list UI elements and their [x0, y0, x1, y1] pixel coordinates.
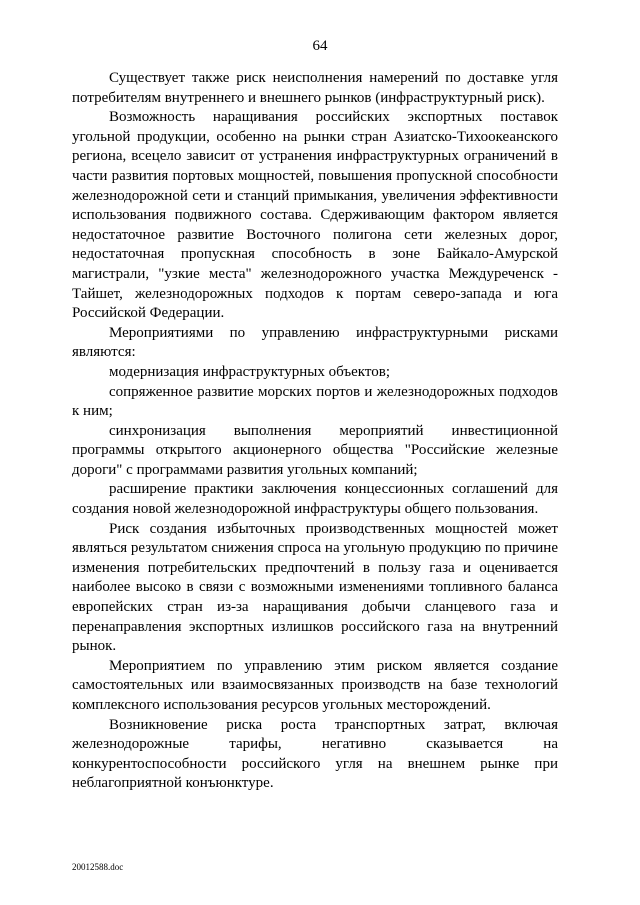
paragraph: Мероприятием по управлению этим риском является создание самостоятельных или взаимосвязанных производств на базе технологий комплексного использования ресурсов угольных месторождений. — [72, 657, 558, 713]
list-item: расширение практики заключения концессионных соглашений для создания новой железнодорожной инфраструктуры общего пользования. — [72, 481, 558, 518]
paragraph: Возможность наращивания российских экспортных поставок угольной продукции, особенно на рынки стран Азиатско-Тихоокеанского региона, всецело зависит от устранения инфраструктурных ограничений в части развития портовых мощностей, повышения пропускной способности железнодорожной сети и станций примыкания, увеличения эффективности использования подвижного состава. Сдерживающим фактором является недостаточное развитие Восточного полигона сети железных дорог, недостаточная пропускная способность в зоне Байкало-Амурской магистрали, "узкие места" железнодорожного участка Междуреченск - Тайшет, железнодорожных подходов к портам северо-запада и юга Российской Федерации. — [72, 109, 558, 322]
document-body — [72, 69, 558, 794]
paragraph: Мероприятиями по управлению инфраструктурными рисками являются: — [72, 324, 558, 361]
paragraph: Существует также риск неисполнения намерений по доставке угля потребителям внутреннего и внешнего рынков (инфраструктурный риск). — [72, 70, 558, 106]
list-item: сопряженное развитие морских портов и железнодорожных подходов к ним; — [72, 383, 558, 420]
paragraph: Риск создания избыточных производственных мощностей может являться результатом снижения спроса на угольную продукцию по причине изменения потребительских предпочтений в пользу газа и оценивается наиболее высоко в связи с возможными изменениями топливного баланса европейских стран из-за наращивания добычи сланцевого газа и перенаправления экспортных излишков российского газа на внутренний рынок. — [72, 520, 558, 655]
footer-filename: 20012588.doc — [72, 862, 124, 872]
page-number: 64 — [312, 38, 328, 54]
list-item: синхронизация выполнения мероприятий инвестиционной программы открытого акционерного общества "Российские железные дороги" с программами развития угольных компаний; — [72, 422, 558, 478]
paragraph: Возникновение риска роста транспортных затрат, включая железнодорожные тарифы, негативно сказывается на конкурентоспособности российского угля на внешнем рынке при неблагоприятной конъюнктуре. — [72, 716, 558, 792]
list-item: модернизация инфраструктурных объектов; — [109, 363, 390, 380]
